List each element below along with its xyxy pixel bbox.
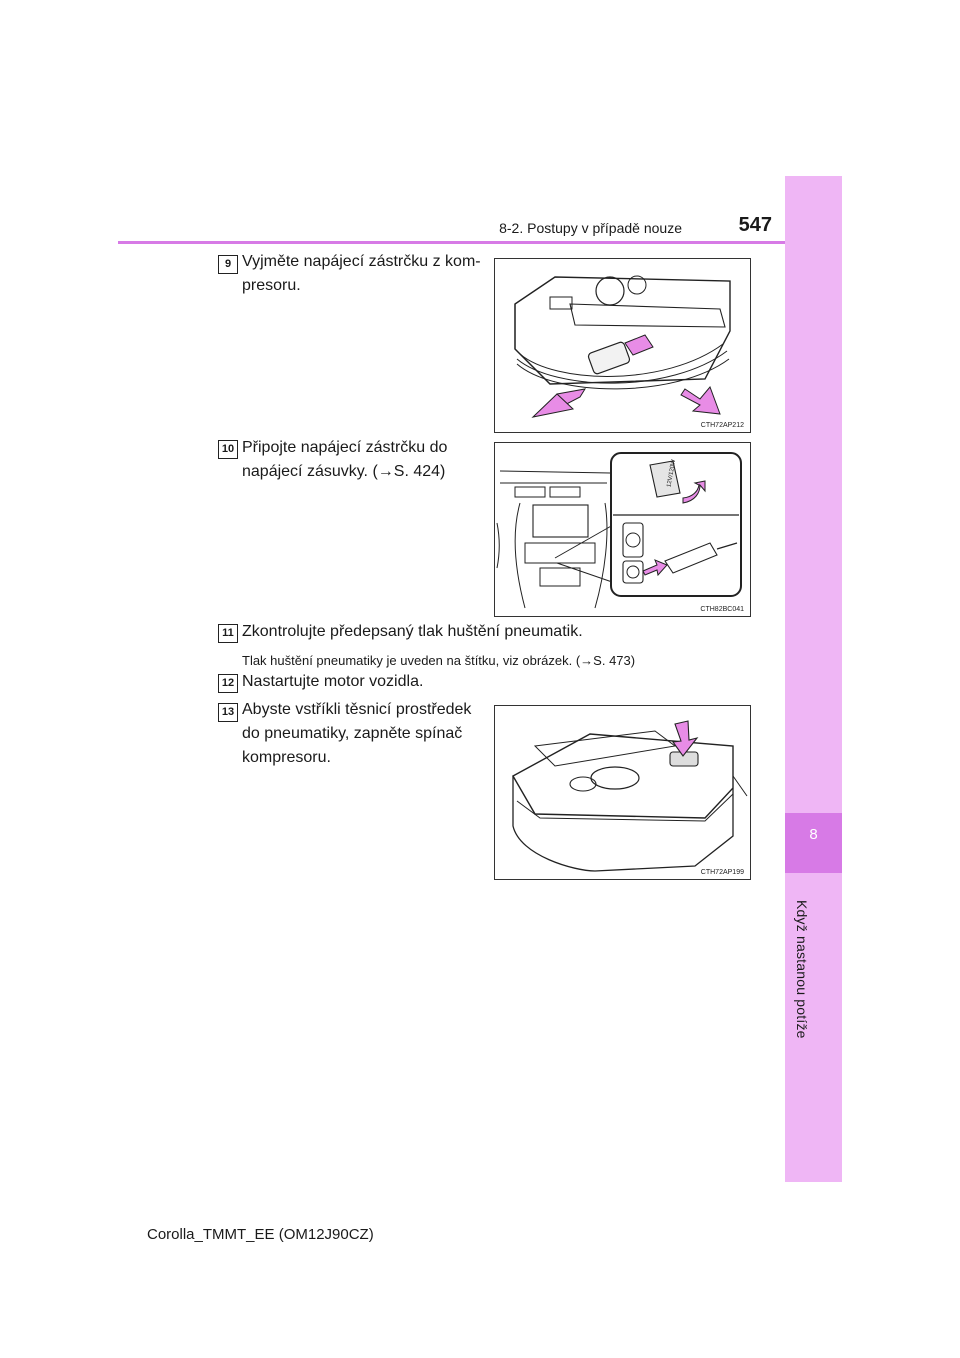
figure-code: CTH72AP199 xyxy=(700,869,744,876)
step-text-12: Nastartujte motor vozidla. xyxy=(242,673,424,690)
step-text-13: Abyste vstříkli těsnicí prostředek do pneumatiky, zapněte spínač kompresoru. xyxy=(242,701,472,766)
socket-label: 12V/120W xyxy=(666,459,678,488)
figure-code: CTH72AP212 xyxy=(700,422,744,429)
step-number-10: 10 xyxy=(218,440,238,459)
step-note-11: Tlak huštění pneumatiky je uveden na štítku, viz obrázek. (→S. 473) xyxy=(242,653,636,668)
figure-remove-plug xyxy=(494,258,751,433)
chapter-number: 8 xyxy=(809,826,818,843)
step-text-10: Připojte napájecí zástrčku do napájecí zásuvky. (→S. 424) xyxy=(242,439,448,480)
page-number: 547 xyxy=(738,214,772,236)
figure-compressor-switch xyxy=(494,705,751,880)
compressor-switch-illustration xyxy=(495,706,750,879)
section-title: 8-2. Postupy v případě nouze xyxy=(499,220,682,236)
chapter-title: Když nastanou potíže xyxy=(794,900,810,1039)
step-number-9: 9 xyxy=(218,255,238,274)
step-text-11: Zkontrolujte předepsaný tlak huštění pneumatik. xyxy=(242,623,583,640)
step-number-12: 12 xyxy=(218,674,238,693)
chapter-marker xyxy=(785,813,842,873)
step-text-9: Vyjměte napájecí zástrčku z kom- presoru. xyxy=(242,253,481,294)
header-rule xyxy=(118,241,785,244)
footer-model: Corolla_TMMT_EE (OM12J90CZ) xyxy=(147,1226,374,1243)
compressor-illustration xyxy=(495,259,750,432)
figure-power-socket xyxy=(494,442,751,617)
step-number-13: 13 xyxy=(218,703,238,722)
dashboard-socket-illustration xyxy=(495,443,750,616)
figure-code: CTH82BC041 xyxy=(700,606,744,613)
step-number-11: 11 xyxy=(218,624,238,643)
